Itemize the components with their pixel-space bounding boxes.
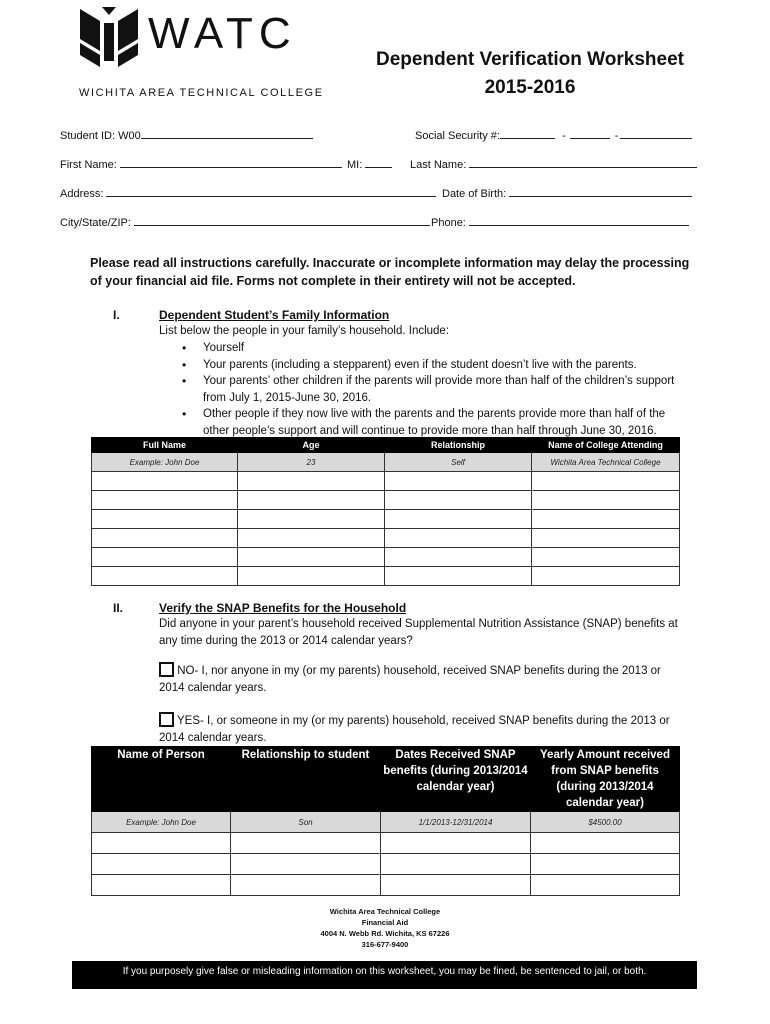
dob-label: Date of Birth: bbox=[442, 188, 507, 200]
yes-checkbox[interactable] bbox=[159, 712, 174, 727]
footer-street: 4004 N. Webb Rd. Wichita, KS 67226 bbox=[320, 929, 450, 938]
option-no-text: NO- I, nor anyone in my (or my parents) household, received SNAP benefits during the 2013 or 2014 calendar years. bbox=[159, 665, 661, 694]
table-header-row bbox=[92, 438, 680, 453]
section-1-title: Dependent Student’s Family Information bbox=[159, 308, 390, 322]
snap-question: Did anyone in your parent’s household received Supplemental Nutrition Assistance (SNAP) benefits at any time during the 2013 or 2014 calendar years? bbox=[159, 618, 678, 647]
mi-field[interactable] bbox=[347, 156, 392, 171]
example-cell: 1/1/2013-12/31/2014 bbox=[381, 812, 531, 833]
mi-label: MI: bbox=[347, 159, 363, 171]
table-cell[interactable] bbox=[92, 491, 238, 510]
section-1-number: I. bbox=[113, 308, 120, 322]
college-name: WICHITA AREA TECHNICAL COLLEGE bbox=[79, 87, 324, 99]
table-cell[interactable] bbox=[92, 833, 231, 854]
table-cell[interactable] bbox=[92, 510, 238, 529]
table-row bbox=[92, 833, 680, 854]
family-table bbox=[91, 437, 680, 586]
footer-college: Wichita Area Technical College bbox=[329, 907, 441, 916]
table-header-row bbox=[92, 747, 680, 812]
table-row bbox=[92, 529, 680, 548]
table-cell[interactable] bbox=[238, 510, 385, 529]
city-label: City/State/ZIP: bbox=[60, 217, 131, 229]
table-cell[interactable] bbox=[531, 854, 680, 875]
example-cell: Example: John Doe bbox=[92, 453, 238, 472]
footer-department: Financial Aid bbox=[361, 918, 409, 927]
table-row bbox=[92, 875, 680, 896]
list-item: • Your parents (including a stepparent) even if the student doesn’t live with the parents. bbox=[182, 357, 682, 374]
table-cell[interactable] bbox=[381, 875, 531, 896]
col-full-name: Full Name bbox=[92, 438, 238, 453]
phone-line[interactable] bbox=[469, 214, 689, 226]
table-row bbox=[92, 567, 680, 586]
list-item: • Yourself bbox=[182, 340, 682, 357]
table-row bbox=[92, 472, 680, 491]
student-id-line[interactable] bbox=[141, 127, 313, 139]
table-cell[interactable] bbox=[385, 529, 532, 548]
ssn-label: Social Security #: bbox=[415, 130, 500, 142]
table-row bbox=[92, 548, 680, 567]
example-row bbox=[92, 453, 680, 472]
section-2-title: Verify the SNAP Benefits for the Household bbox=[159, 601, 407, 615]
list-item: • Your parents’ other children if the parents will provide more than half of the children’s support from July 1, 2015-June 30, 2016. bbox=[182, 373, 682, 406]
table-cell[interactable] bbox=[385, 491, 532, 510]
logo-wordmark: WATC bbox=[148, 9, 297, 58]
col-person: Name of Person bbox=[92, 747, 231, 812]
table-cell[interactable] bbox=[92, 854, 231, 875]
snap-option-yes[interactable] bbox=[159, 712, 689, 746]
instructions-notice: Please read all instructions carefully. Inaccurate or incomplete information may delay the processing of your financial aid file. Forms not complete in their entirety will not be accepted. bbox=[90, 256, 690, 288]
document-title-block bbox=[370, 46, 690, 102]
table-cell[interactable] bbox=[532, 529, 680, 548]
example-cell: Self bbox=[385, 453, 532, 472]
col-relationship: Relationship to student bbox=[231, 747, 381, 812]
document-year: 2015-2016 bbox=[484, 77, 576, 98]
dob-field[interactable] bbox=[442, 185, 692, 200]
table-cell[interactable] bbox=[532, 510, 680, 529]
table-cell[interactable] bbox=[231, 854, 381, 875]
dob-line[interactable] bbox=[509, 185, 692, 197]
table-row bbox=[92, 491, 680, 510]
table-cell[interactable] bbox=[385, 567, 532, 586]
table-cell[interactable] bbox=[92, 529, 238, 548]
table-row bbox=[92, 510, 680, 529]
list-item: • Other people if they now live with the parents and the parents provide more than half of the other people’s support and will continue to provide more than half through June 30, 2016. bbox=[182, 406, 682, 439]
table-cell[interactable] bbox=[532, 491, 680, 510]
mi-line[interactable] bbox=[365, 156, 392, 168]
col-college: Name of College Attending bbox=[532, 438, 680, 453]
ssn-part-3[interactable] bbox=[620, 127, 692, 139]
first-name-label: First Name: bbox=[60, 159, 117, 171]
household-bullet-list bbox=[182, 340, 682, 439]
table-cell[interactable] bbox=[92, 875, 231, 896]
example-cell: $4500.00 bbox=[531, 812, 680, 833]
table-cell[interactable] bbox=[385, 548, 532, 567]
address-line[interactable] bbox=[106, 185, 436, 197]
address-label: Address: bbox=[60, 188, 104, 200]
snap-option-no[interactable] bbox=[159, 662, 689, 696]
table-cell[interactable] bbox=[381, 833, 531, 854]
table-row bbox=[92, 854, 680, 875]
address-field[interactable] bbox=[60, 185, 436, 200]
last-name-line[interactable] bbox=[469, 156, 697, 168]
document-title: Dependent Verification Worksheet bbox=[376, 49, 684, 70]
student-id-label: Student ID: bbox=[60, 130, 116, 142]
table-cell[interactable] bbox=[238, 472, 385, 491]
table-cell[interactable] bbox=[231, 875, 381, 896]
first-name-field[interactable] bbox=[60, 156, 342, 171]
col-relationship: Relationship bbox=[385, 438, 532, 453]
phone-label: Phone: bbox=[431, 217, 466, 229]
first-name-line[interactable] bbox=[120, 156, 342, 168]
section-1-intro: List below the people in your family’s household. Include: bbox=[159, 325, 450, 337]
table-cell[interactable] bbox=[238, 548, 385, 567]
option-yes-text: YES- I, or someone in my (or my parents) household, received SNAP benefits during the 2013 or 2014 calendar years. bbox=[159, 715, 670, 744]
student-id-prefix: W00 bbox=[118, 130, 141, 142]
col-dates: Dates Received SNAP benefits (during 2013/2014 calendar year) bbox=[381, 747, 531, 812]
example-cell: Example: John Doe bbox=[92, 812, 231, 833]
col-age: Age bbox=[238, 438, 385, 453]
table-cell[interactable] bbox=[92, 567, 238, 586]
table-cell[interactable] bbox=[231, 833, 381, 854]
table-cell[interactable] bbox=[531, 875, 680, 896]
col-amount: Yearly Amount received from SNAP benefits (during 2013/2014 calendar year) bbox=[531, 747, 680, 812]
table-cell[interactable] bbox=[385, 472, 532, 491]
last-name-label: Last Name: bbox=[410, 159, 467, 171]
ssn-field[interactable]: Social Security #: - - bbox=[415, 127, 692, 142]
example-cell: Wichita Area Technical College bbox=[532, 453, 680, 472]
example-row bbox=[92, 812, 680, 833]
table-cell[interactable] bbox=[381, 854, 531, 875]
table-cell[interactable] bbox=[385, 510, 532, 529]
example-cell: 23 bbox=[238, 453, 385, 472]
table-cell[interactable] bbox=[238, 567, 385, 586]
ssn-part-1[interactable] bbox=[500, 127, 555, 139]
section-2-number: II. bbox=[113, 601, 124, 615]
footer-address bbox=[235, 906, 535, 950]
city-line[interactable] bbox=[134, 214, 430, 226]
example-cell: Son bbox=[231, 812, 381, 833]
table-cell[interactable] bbox=[531, 833, 680, 854]
table-cell[interactable] bbox=[532, 548, 680, 567]
no-checkbox[interactable] bbox=[159, 662, 174, 677]
footer-phone: 316-677-9400 bbox=[361, 940, 409, 949]
watc-emblem-icon bbox=[78, 5, 140, 75]
phone-field[interactable] bbox=[431, 214, 689, 229]
snap-table bbox=[91, 746, 680, 896]
ssn-part-2[interactable] bbox=[570, 127, 610, 139]
table-cell[interactable] bbox=[238, 529, 385, 548]
last-name-field[interactable] bbox=[410, 156, 697, 171]
student-id-field[interactable] bbox=[60, 127, 313, 142]
table-cell[interactable] bbox=[238, 491, 385, 510]
table-cell[interactable] bbox=[532, 472, 680, 491]
table-cell[interactable] bbox=[92, 472, 238, 491]
legal-warning-banner: If you purposely give false or misleading information on this worksheet, you may be fined, be sentenced to jail, or both. bbox=[72, 961, 697, 989]
table-cell[interactable] bbox=[532, 567, 680, 586]
table-cell[interactable] bbox=[92, 548, 238, 567]
city-field[interactable] bbox=[60, 214, 430, 229]
